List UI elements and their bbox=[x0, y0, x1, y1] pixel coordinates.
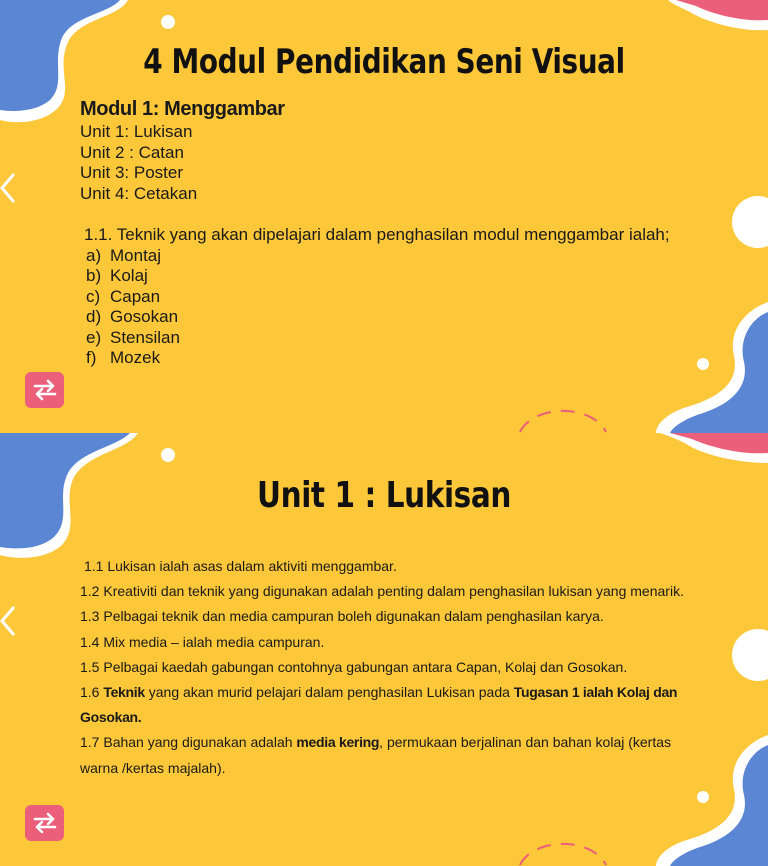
swap-arrows-icon bbox=[32, 812, 58, 834]
circle-right bbox=[732, 629, 768, 681]
paragraph: 1.4 Mix media – ialah media campuran. bbox=[80, 633, 325, 650]
unit-item: Unit 2 : Catan bbox=[80, 142, 184, 162]
technique-item: f) Mozek bbox=[86, 348, 161, 367]
chevron-left-icon bbox=[2, 607, 14, 635]
swap-arrows-icon bbox=[32, 379, 58, 401]
slide-title: 4 Modul Pendidikan Seni Visual bbox=[143, 42, 625, 82]
paragraph: 1.5 Pelbagai kaedah gabungan contohnya gabungan antara Capan, Kolaj dan Gosokan. bbox=[80, 658, 628, 675]
paragraph: 1.3 Pelbagai teknik dan media campuran boleh digunakan dalam penghasilan karya. bbox=[80, 608, 604, 625]
chevron-left-icon bbox=[2, 174, 14, 202]
swap-button[interactable] bbox=[25, 372, 64, 408]
module-content bbox=[80, 96, 720, 369]
slide-unit-lukisan bbox=[0, 433, 768, 866]
unit-content bbox=[80, 554, 695, 781]
technique-item: d) Gosokan bbox=[86, 307, 179, 326]
dot-top bbox=[161, 15, 175, 29]
unit-item: Unit 1: Lukisan bbox=[80, 122, 193, 141]
swap-button[interactable] bbox=[25, 805, 64, 841]
technique-question: 1.1. Teknik yang akan dipelajari dalam penghasilan modul menggambar ialah; bbox=[84, 225, 670, 244]
dot-top bbox=[161, 448, 175, 462]
technique-item: a) Montaj bbox=[86, 245, 162, 265]
paragraph: 1.2 Kreativiti dan teknik yang digunakan adalah penting dalam penghasilan lukisan yang menarik. bbox=[80, 583, 684, 600]
module-heading: Modul 1: Menggambar bbox=[80, 98, 285, 120]
dashed-arc bbox=[520, 411, 606, 432]
technique-item: b) Kolaj bbox=[86, 266, 148, 285]
paragraph: 1.7 Bahan yang digunakan adalah media kering, permukaan berjalinan dan bahan kolaj (kertas warna /kertas majalah). bbox=[80, 734, 672, 776]
technique-item: c) Capan bbox=[86, 286, 161, 306]
circle-right bbox=[732, 196, 768, 248]
paragraph: 1.1 Lukisan ialah asas dalam aktiviti menggambar. bbox=[84, 558, 397, 574]
dashed-arc bbox=[520, 844, 606, 865]
paragraph: 1.6 Teknik yang akan murid pelajari dalam penghasilan Lukisan pada Tugasan 1 ialah Kolaj dan Gosokan. bbox=[80, 684, 678, 726]
technique-item: e) Stensilan bbox=[86, 327, 180, 347]
unit-item: Unit 3: Poster bbox=[80, 163, 183, 182]
dot-right bbox=[697, 791, 709, 803]
unit-item: Unit 4: Cetakan bbox=[80, 183, 198, 203]
slide-title: Unit 1 : Lukisan bbox=[257, 475, 511, 516]
